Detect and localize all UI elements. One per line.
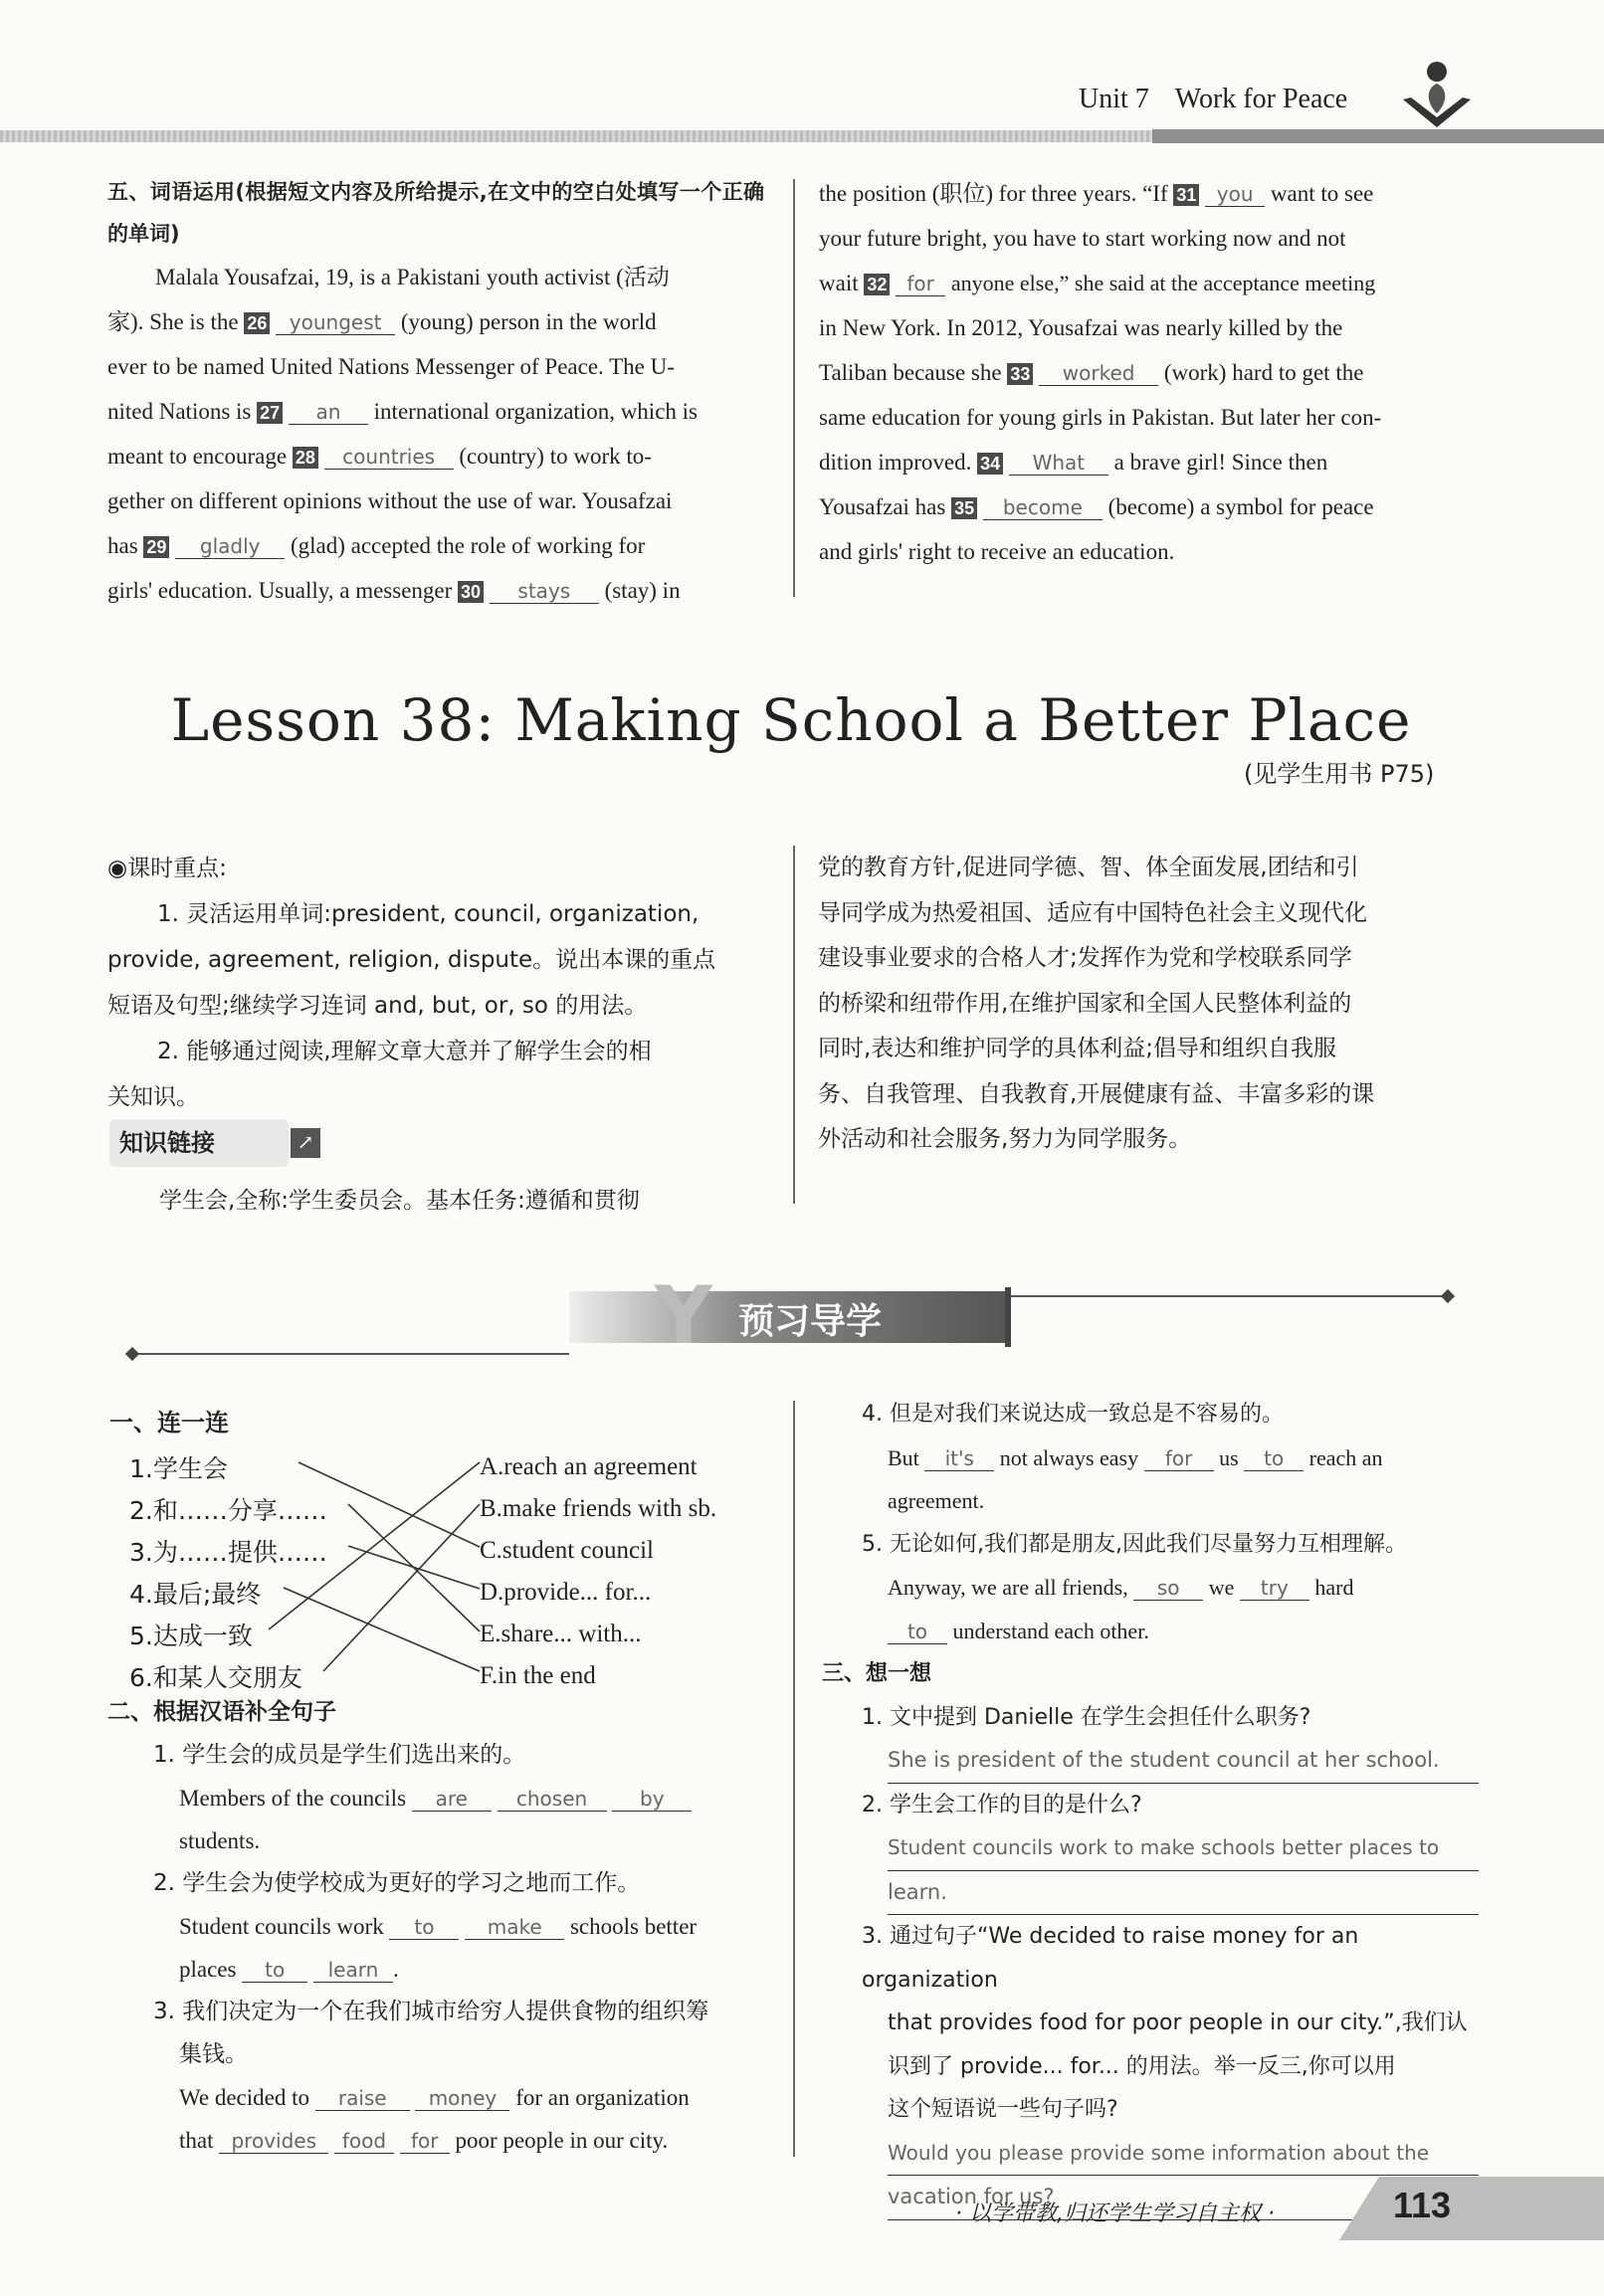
s5-line: girls' education. Usually, a messenger 30 stays (stay) in xyxy=(107,578,681,603)
answer-line: But it's not always easy for us to reach an xyxy=(888,1444,1383,1470)
s5-line: Yousafzai has 35 become (become) a symbol for peace xyxy=(819,494,1374,519)
blank-number: 26 xyxy=(244,312,270,334)
question: 1. 文中提到 Danielle 在学生会担任什么职务? xyxy=(862,1704,1311,1730)
answer-blank: an xyxy=(289,400,368,425)
blank-number: 32 xyxy=(864,274,890,295)
answer-line: We decided to raise money for an organization xyxy=(179,2085,690,2110)
focus-text: 2. 能够通过阅读,理解文章大意并了解学生会的相 xyxy=(157,1039,652,1064)
answer-line: to understand each other. xyxy=(862,1610,1479,1653)
s5-line: and girls' right to receive an education. xyxy=(819,539,1175,564)
blank-number: 29 xyxy=(143,536,169,558)
answer-blank: for xyxy=(896,272,945,296)
s5-line: your future bright, you have to start working now and not xyxy=(819,226,1346,251)
think-heading: 三、想一想 xyxy=(822,1661,932,1686)
s5-line: in New York. In 2012, Yousafzai was nearly killed by the xyxy=(819,315,1343,340)
header-bar-accent xyxy=(1152,129,1604,143)
match-left-item: 1.学生会 xyxy=(129,1454,228,1483)
student-book-ref: (见学生用书 P75) xyxy=(1244,760,1435,788)
match-line xyxy=(269,1462,480,1629)
knowledge-link-tag: 知识链接 xyxy=(109,1119,289,1167)
answer-line: learn. xyxy=(862,1871,1479,1916)
s5-line: has 29 gladly (glad) accepted the role of working for xyxy=(107,533,646,558)
banner-title: 预习导学 xyxy=(738,1301,883,1342)
answer-blank: countries xyxy=(324,445,454,470)
blank-number: 35 xyxy=(951,497,977,519)
knowledge-text: 务、自我管理、自我教育,开展健康有益、丰富多彩的课 xyxy=(818,1080,1375,1107)
blank-number: 31 xyxy=(1173,184,1199,206)
answer-line: Members of the councils are chosen by xyxy=(107,1777,776,1819)
s5-line: the position (职位) for three years. “If 31 you want to see xyxy=(819,181,1374,206)
blank-number: 27 xyxy=(257,402,283,424)
answer-blank: become xyxy=(983,495,1103,520)
header-unit xyxy=(1079,84,1347,115)
blank-number: 30 xyxy=(458,581,484,603)
match-line xyxy=(348,1546,480,1589)
answer-blank: youngest xyxy=(276,310,395,335)
question: 3. 通过句子“We decided to raise money for an organization xyxy=(862,1924,1359,1993)
answer-blank: gladly xyxy=(175,534,285,559)
lesson-title: Lesson 38: Making School a Better Place xyxy=(170,686,1412,754)
answer-line: vacation for us? xyxy=(862,2176,1479,2220)
question: 4. 但是对我们来说达成一致总是不容易的。 xyxy=(862,1402,1284,1427)
question: 1. 学生会的成员是学生们选出来的。 xyxy=(153,1742,526,1768)
unit-label: Unit 7 xyxy=(1079,84,1149,114)
blank-number: 33 xyxy=(1007,363,1033,385)
answer-line: Would you please provide some information about the xyxy=(862,2132,1479,2177)
complete-section-right xyxy=(822,1393,1479,2220)
answer-line: that provides food for poor people in our city. xyxy=(179,2128,669,2153)
question: 这个短语说一些句子吗? xyxy=(888,2097,1118,2122)
match-right-item: D.provide... for... xyxy=(480,1579,652,1606)
match-line xyxy=(323,1504,480,1671)
footer-slogan: · 以学带教,归还学生学习自主权 · xyxy=(955,2201,1275,2226)
question: 2. 学生会为使学校成为更好的学习之地而工作。 xyxy=(153,1870,641,1896)
s5-line: 家). She is the 26 youngest (young) person in the world xyxy=(107,309,657,334)
unit-title: Work for Peace xyxy=(1174,84,1348,114)
link-arrow-icon: ↗ xyxy=(291,1128,320,1158)
answer-blank: you xyxy=(1205,182,1265,207)
s5-line: same education for young girls in Pakistan. But later her con- xyxy=(819,405,1382,430)
answer-line: Anyway, we are all friends, so we try hard xyxy=(888,1575,1354,1600)
match-heading: 一、连一连 xyxy=(109,1409,229,1436)
blank-number: 34 xyxy=(977,453,1003,475)
section5-heading: 五、词语运用(根据短文内容及所给提示,在文中的空白处填写一个正确的单词) xyxy=(107,180,764,246)
focus-text: 1. 灵活运用单词:president, council, organization, xyxy=(157,901,700,927)
s5-line: Taliban because she 33 worked (work) hard to get the xyxy=(819,360,1364,385)
match-left-item: 3.为……提供…… xyxy=(129,1538,327,1567)
knowledge-text: 同时,表达和维护同学的具体利益;倡导和组织自我服 xyxy=(818,1036,1337,1061)
s5-line: ever to be named United Nations Messenger of Peace. The U- xyxy=(107,354,675,379)
question: that provides food for poor people in our city.”,我们认 xyxy=(888,2010,1468,2035)
answer-line: students. xyxy=(179,1828,261,1853)
answer-line: agreement. xyxy=(888,1488,985,1513)
answer-line: Student councils work to make schools better places to xyxy=(862,1826,1479,1871)
match-left-item: 4.最后;最终 xyxy=(129,1580,262,1609)
banner-rule xyxy=(1007,1295,1449,1297)
question: 3. 我们决定为一个在我们城市给穷人提供食物的组织筹 xyxy=(153,1999,709,2024)
answer-blank: stays xyxy=(490,579,599,604)
s5-line: wait 32 for anyone else,” she said at the acceptance meeting xyxy=(819,271,1376,295)
question: 5. 无论如何,我们都是朋友,因此我们尽量努力互相理解。 xyxy=(862,1531,1407,1557)
knowledge-text: 外活动和社会服务,努力为同学服务。 xyxy=(818,1126,1192,1152)
page-number-bar xyxy=(1339,2177,1604,2240)
match-line xyxy=(284,1588,480,1671)
s5-line: dition improved. 34 What a brave girl! Since then xyxy=(819,450,1328,475)
match-lines xyxy=(0,0,796,1711)
focus-right xyxy=(818,846,1485,1163)
answer-line: places to learn . xyxy=(179,1957,399,1982)
page-number: 113 xyxy=(1393,2185,1452,2225)
knowledge-text: 建设事业要求的合格人才;发挥作为党和学校联系同学 xyxy=(818,945,1352,971)
match-right-item: C.student council xyxy=(480,1537,654,1564)
answer-line: Student councils work to make schools better xyxy=(179,1914,698,1939)
focus-text: 关知识。 xyxy=(107,1084,199,1110)
answer-blank: What xyxy=(1009,451,1108,476)
banner-dot xyxy=(1441,1289,1455,1303)
question: 识到了 provide... for... 的用法。举一反三,你可以用 xyxy=(888,2053,1396,2079)
focus-text: 短语及句型;继续学习连词 and, but, or, so 的用法。 xyxy=(107,993,648,1019)
s5-line: Malala Yousafzai, 19, is a Pakistani youth activist (活动 xyxy=(155,265,670,289)
complete-section xyxy=(107,1691,776,2162)
knowledge-text: 党的教育方针,促进同学德、智、体全面发展,团结和引 xyxy=(818,855,1359,880)
s5-line: gether on different opinions without the use of war. Yousafzai xyxy=(107,488,673,513)
match-right-item: A.reach an agreement xyxy=(480,1453,698,1480)
match-left-item: 2.和……分享…… xyxy=(129,1496,327,1525)
match-right-item: F.in the end xyxy=(480,1662,596,1689)
book-person-logo-icon xyxy=(1397,58,1477,137)
complete-heading: 二、根据汉语补全句子 xyxy=(107,1699,336,1725)
match-left-item: 5.达成一致 xyxy=(129,1622,253,1650)
s5-line: meant to encourage 28 countries (country) to work to- xyxy=(107,444,652,469)
knowledge-text: 导同学成为热爱祖国、适应有中国特色社会主义现代化 xyxy=(818,899,1367,926)
focus-text: provide, agreement, religion, dispute。说出本课的重点 xyxy=(107,947,716,973)
match-left-item: 6.和某人交朋友 xyxy=(129,1663,302,1692)
match-right-item: B.make friends with sb. xyxy=(480,1495,717,1522)
match-right-item: E.share... with... xyxy=(480,1621,642,1647)
answer-blank: worked xyxy=(1039,361,1158,386)
banner-letter: Y xyxy=(655,1269,712,1362)
focus-label: ◉课时重点: xyxy=(107,856,227,881)
knowledge-text: 学生会,全称:学生委员会。基本任务:遵循和贯彻 xyxy=(159,1188,640,1214)
knowledge-text: 的桥梁和纽带作用,在维护国家和全国人民整体利益的 xyxy=(818,990,1352,1017)
banner-end xyxy=(1005,1287,1011,1347)
question: 集钱。 xyxy=(179,2041,248,2067)
s5-line: nited Nations is 27 an international organization, which is xyxy=(107,399,698,424)
answer-line: She is president of the student council at her school. xyxy=(862,1739,1479,1784)
blank-number: 28 xyxy=(293,447,318,469)
section5-right xyxy=(819,171,1476,574)
question: 2. 学生会工作的目的是什么? xyxy=(862,1792,1142,1818)
